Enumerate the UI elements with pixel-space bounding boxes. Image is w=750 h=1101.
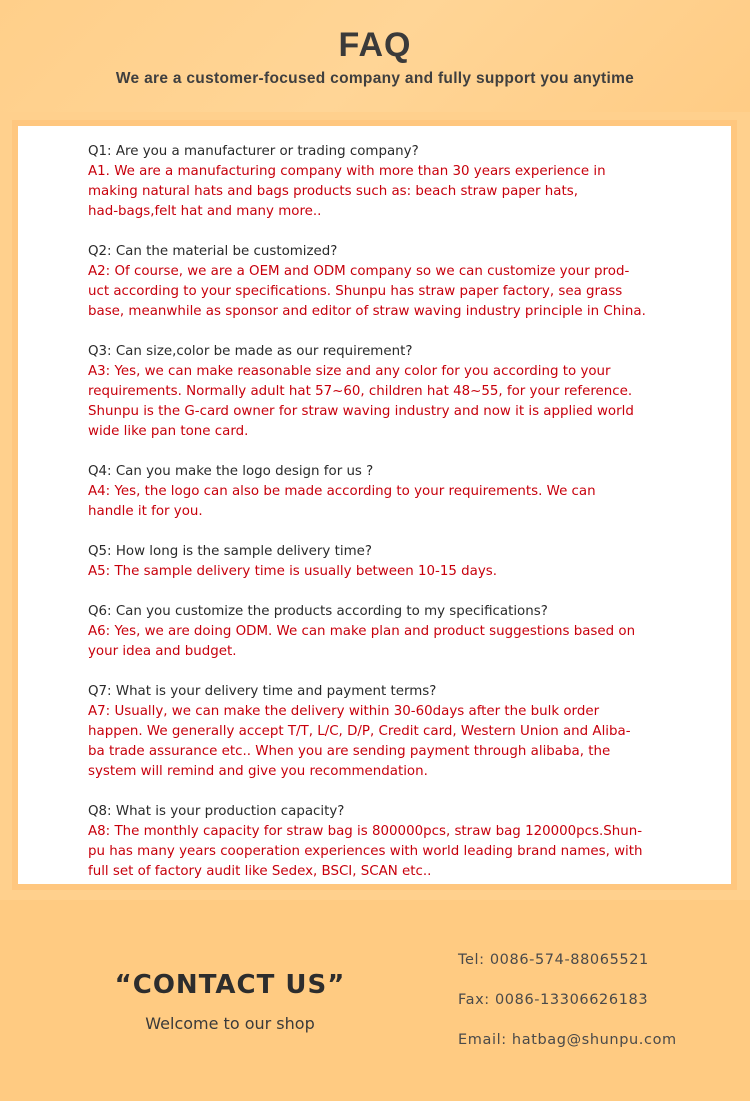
faq-item-7 bbox=[88, 682, 731, 782]
contact-fax: Fax: 0086-13306626183 bbox=[458, 992, 649, 1008]
faq-answer: A7: Usually, we can make the delivery within 30-60days after the bulk order happen. We generally accept T/T, L/C, D/P, Credit card, Western Union and Aliba- ba trade assurance etc.. When you are sending payment through alibaba, the system will remind and give you recommendation. bbox=[88, 704, 631, 779]
faq-question: Q7: What is your delivery time and payment terms? bbox=[88, 684, 437, 699]
faq-item-8 bbox=[88, 802, 731, 882]
faq-answer: A8: The monthly capacity for straw bag is 800000pcs, straw bag 120000pcs.Shun- pu has many years cooperation experiences with world leading brand names, with full set of factory audit like Sedex, BSCI, SCAN etc.. bbox=[88, 824, 643, 879]
faq-answer: A3: Yes, we can make reasonable size and any color for you according to your requirements. Normally adult hat 57~60, children hat 48~55, for your reference. Shunpu is the G-card owner for straw waving industry and now it is applied world wide like pan tone card. bbox=[88, 364, 634, 439]
contact-title: “CONTACT US” bbox=[114, 970, 346, 1000]
faq-answer: A4: Yes, the logo can also be made according to your requirements. We can handle it for you. bbox=[88, 484, 596, 519]
faq-frame bbox=[12, 120, 737, 890]
contact-tel: Tel: 0086-574-88065521 bbox=[458, 952, 649, 968]
faq-header bbox=[0, 0, 750, 112]
faq-list bbox=[18, 126, 731, 884]
faq-question: Q4: Can you make the logo design for us ? bbox=[88, 464, 374, 479]
faq-answer: A5: The sample delivery time is usually between 10-15 days. bbox=[88, 564, 498, 579]
faq-question: Q1: Are you a manufacturer or trading company? bbox=[88, 144, 419, 159]
faq-item-2 bbox=[88, 242, 731, 322]
faq-item-4 bbox=[88, 462, 731, 522]
faq-item-3 bbox=[88, 342, 731, 442]
faq-answer: A6: Yes, we are doing ODM. We can make plan and product suggestions based on your idea and budget. bbox=[88, 624, 636, 659]
faq-item-1 bbox=[88, 142, 731, 222]
page-subtitle: We are a customer-focused company and fully support you anytime bbox=[115, 70, 635, 87]
faq-answer: A1. We are a manufacturing company with more than 30 years experience in making natural hats and bags products such as: beach straw paper hats, had-bags,felt hat and many more.. bbox=[88, 164, 606, 219]
faq-question: Q5: How long is the sample delivery time? bbox=[88, 544, 372, 559]
faq-answer: A2: Of course, we are a OEM and ODM company so we can customize your prod- uct according to your specifications. Shunpu has straw paper factory, sea grass base, meanwhile as sponsor and editor of straw waving industry principle in China. bbox=[88, 264, 646, 319]
faq-item-6 bbox=[88, 602, 731, 662]
faq-question: Q2: Can the material be customized? bbox=[88, 244, 338, 259]
faq-item-5 bbox=[88, 542, 731, 582]
faq-question: Q6: Can you customize the products according to my specifications? bbox=[88, 604, 548, 619]
page-title: FAQ bbox=[338, 26, 412, 64]
contact-subtitle: Welcome to our shop bbox=[145, 1014, 315, 1033]
faq-question: Q3: Can size,color be made as our requirement? bbox=[88, 344, 413, 359]
faq-question: Q8: What is your production capacity? bbox=[88, 804, 345, 819]
contact-email[interactable]: Email: hatbag@shunpu.com bbox=[458, 1032, 677, 1048]
